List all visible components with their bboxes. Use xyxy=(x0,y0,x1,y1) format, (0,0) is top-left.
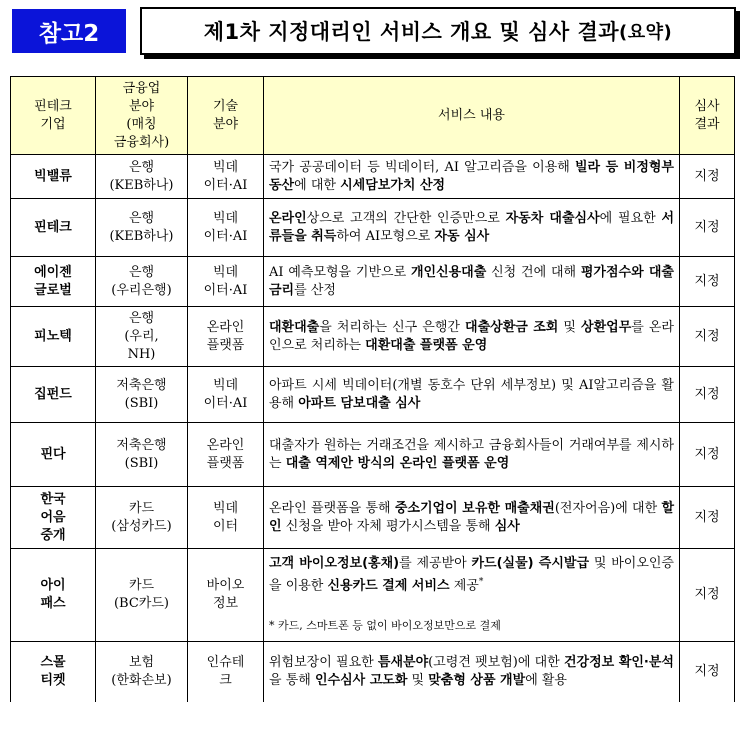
sector-cell: 은행 (우리, NH) xyxy=(96,307,188,367)
result-cell: 지정 xyxy=(680,307,735,367)
result-cell: 지정 xyxy=(680,642,735,702)
service-cell: 온라인상으로 고객의 간단한 인증만으로 자동차 대출심사에 필요한 서류들을 취득하여 AI모형으로 자동 심사 xyxy=(264,199,680,257)
result-cell: 지정 xyxy=(680,423,735,487)
table-row xyxy=(11,487,735,549)
tech-cell: 인슈테 크 xyxy=(188,642,264,702)
sector-cell: 은행 (KEB하나) xyxy=(96,155,188,199)
company-cell: 에이젠 글로벌 xyxy=(11,257,96,307)
tech-cell: 온라인 플랫폼 xyxy=(188,423,264,487)
table-row xyxy=(11,642,735,702)
table-row xyxy=(11,257,735,307)
company-cell: 핀테크 xyxy=(11,199,96,257)
reference-badge: 참고2 xyxy=(12,9,126,53)
service-cell: 위험보장이 필요한 틈새분야(고령견 펫보험)에 대한 건강정보 확인·분석을 통해 인수심사 고도화 및 맞춤형 상품 개발에 활용 xyxy=(264,642,680,702)
tech-cell: 빅데 이터·AI xyxy=(188,199,264,257)
sector-cell: 카드 (BC카드) xyxy=(96,549,188,642)
service-cell: 국가 공공데이터 등 빅데이터, AI 알고리즘을 이용해 빌라 등 비정형부동산에 대한 시세담보가치 산정 xyxy=(264,155,680,199)
header-result: 심사 결과 xyxy=(680,77,735,155)
service-cell: AI 예측모형을 기반으로 개인신용대출 신청 건에 대해 평가점수와 대출금리를 산정 xyxy=(264,257,680,307)
table-row xyxy=(11,367,735,423)
page-title xyxy=(140,7,736,55)
tech-cell: 온라인 플랫폼 xyxy=(188,307,264,367)
service-cell: 고객 바이오정보(홍채)를 제공받아 카드(실물) 즉시발급 및 바이오인증을 이용한 신용카드 결제 서비스 제공* * 카드, 스마트폰 등 없이 바이오정보만으로 결제 xyxy=(264,549,680,642)
header-tech: 기술 분야 xyxy=(188,77,264,155)
header-service: 서비스 내용 xyxy=(264,77,680,155)
title-suffix: (요약) xyxy=(619,22,673,43)
company-cell: 스몰 티켓 xyxy=(11,642,96,702)
designation-table xyxy=(10,76,735,702)
company-cell: 빅밸류 xyxy=(11,155,96,199)
result-cell: 지정 xyxy=(680,257,735,307)
sector-cell: 보험 (한화손보) xyxy=(96,642,188,702)
sector-cell: 저축은행 (SBI) xyxy=(96,423,188,487)
service-cell: 대환대출을 처리하는 신구 은행간 대출상환금 조회 및 상환업무를 온라인으로 처리하는 대환대출 플랫폼 운영 xyxy=(264,307,680,367)
result-cell: 지정 xyxy=(680,487,735,549)
service-cell: 온라인 플랫폼을 통해 중소기업이 보유한 매출채권(전자어음)에 대한 할인 신청을 받아 자체 평가시스템을 통해 심사 xyxy=(264,487,680,549)
table-row xyxy=(11,307,735,367)
tech-cell: 빅데 이터·AI xyxy=(188,257,264,307)
title-main: 제1차 지정대리인 서비스 개요 및 심사 결과 xyxy=(203,20,620,44)
header-company: 핀테크 기업 xyxy=(11,77,96,155)
company-cell: 집펀드 xyxy=(11,367,96,423)
footnote-text: * 카드, 스마트폰 등 없이 바이오정보만으로 결제 xyxy=(269,619,501,633)
sector-cell: 저축은행 (SBI) xyxy=(96,367,188,423)
result-cell: 지정 xyxy=(680,199,735,257)
footnote-marker: * xyxy=(478,576,484,587)
company-cell: 핀다 xyxy=(11,423,96,487)
result-cell: 지정 xyxy=(680,549,735,642)
sector-cell: 은행 (우리은행) xyxy=(96,257,188,307)
table-row xyxy=(11,549,735,642)
company-cell: 아이 패스 xyxy=(11,549,96,642)
result-cell: 지정 xyxy=(680,367,735,423)
company-cell: 피노텍 xyxy=(11,307,96,367)
table-row xyxy=(11,155,735,199)
table-header-row xyxy=(11,77,735,155)
tech-cell: 빅데 이터·AI xyxy=(188,367,264,423)
tech-cell: 빅데 이터·AI xyxy=(188,155,264,199)
company-cell: 한국 어음 중개 xyxy=(11,487,96,549)
result-cell: 지정 xyxy=(680,155,735,199)
table-row xyxy=(11,199,735,257)
tech-cell: 빅데 이터 xyxy=(188,487,264,549)
service-cell: 대출자가 원하는 거래조건을 제시하고 금융회사들이 거래여부를 제시하는 대출 역제안 방식의 온라인 플랫폼 운영 xyxy=(264,423,680,487)
service-cell: 아파트 시세 빅데이터(개별 동호수 단위 세부정보) 및 AI알고리즘을 활용해 아파트 담보대출 심사 xyxy=(264,367,680,423)
tech-cell: 바이오 정보 xyxy=(188,549,264,642)
header-sector: 금융업 분야 (매칭 금융회사) xyxy=(96,77,188,155)
table-row xyxy=(11,423,735,487)
sector-cell: 카드 (삼성카드) xyxy=(96,487,188,549)
sector-cell: 은행 (KEB하나) xyxy=(96,199,188,257)
